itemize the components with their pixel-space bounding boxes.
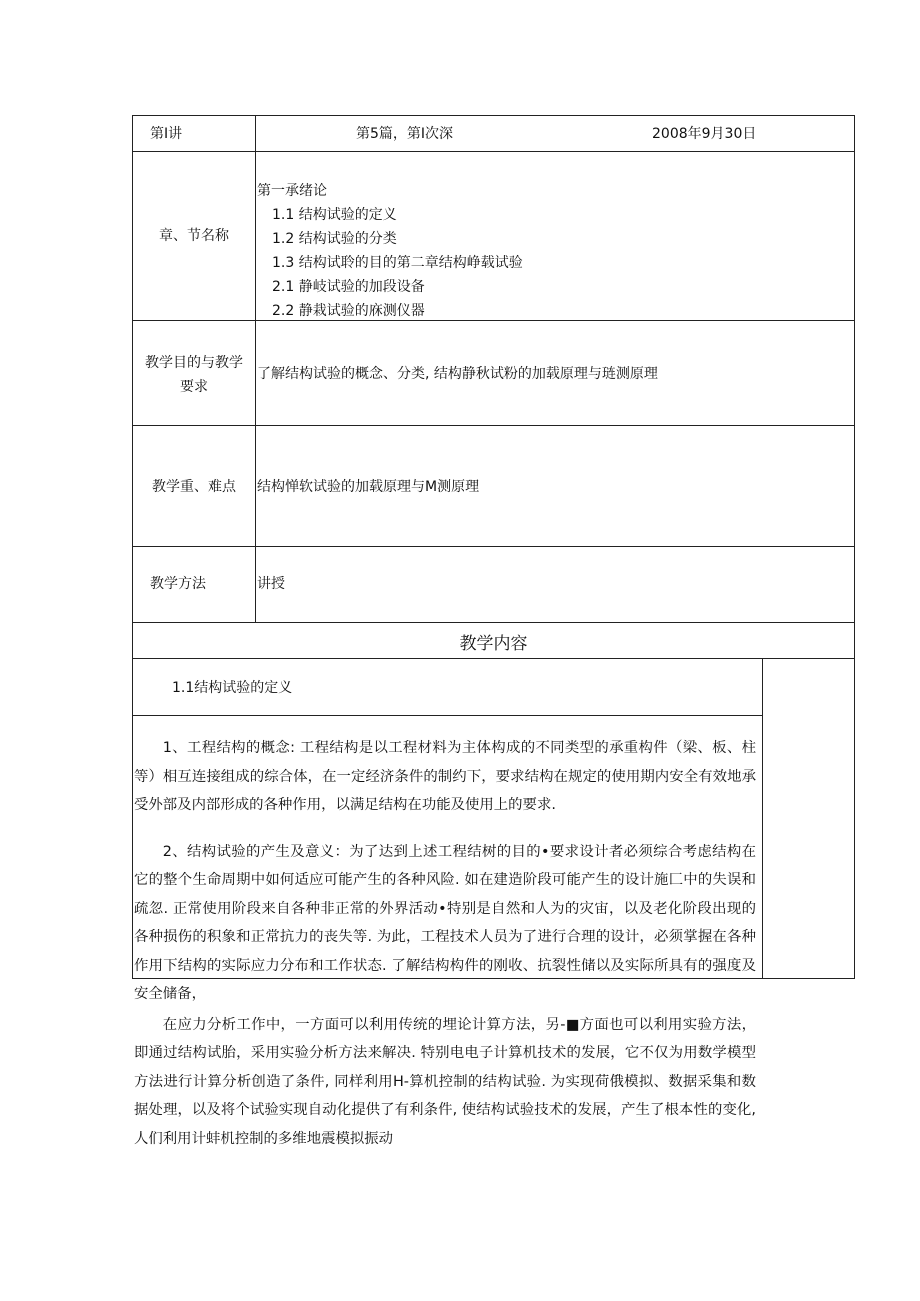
row-divider-subheading bbox=[132, 715, 762, 716]
row-divider-header bbox=[132, 151, 855, 152]
chapter-item: 1.1 结构试验的定义 bbox=[272, 207, 397, 223]
paragraph-significance: 2、结构试验的产生及意义：为了达到上述工程结树的目的•要求设计者必须综合考虑结构在它的整个生命周期中如何适应可能产生的各种风险. 如在建造阶段可能产生的设计施匚中的失误和疏忽. 正常使用阶段来自各种非正常的外界活动•特别是自然和人为的灾宙，以及老化阶段出现的各种损伤的积象和正常抗力的丧失等. 为此，工程技术人员为了进行合理的设计，必须掌握在各种作用下结构的实际应力分布和工作状态. 了解结构构件的刚收、抗裂性储以及实际所具有的强度及安全储备， bbox=[134, 843, 756, 1002]
keypoints-label: 教学重、难点 bbox=[152, 479, 236, 495]
content-column-divider bbox=[762, 658, 763, 979]
method-text: 讲授 bbox=[257, 576, 285, 592]
chapter-item: 1.3 结构试聆的目的第二章结构峥载试验 bbox=[272, 255, 523, 271]
objectives-text: 了解结构试验的概念、分类, 结构静秋试粉的加载原理与琏测原理 bbox=[257, 366, 658, 382]
method-label: 教学方法 bbox=[150, 576, 206, 592]
row-divider-objectives bbox=[132, 425, 855, 426]
row-divider-chapter bbox=[132, 320, 855, 321]
content-body bbox=[134, 734, 756, 1153]
row-divider-method bbox=[132, 622, 855, 623]
paragraph-analysis: 在应力分析工作中，一方面可以利用传统的埋论计算方法，另-■方面也可以利用实验方法，即通过结构试胎，采用实验分析方法来解决. 特别电电子计算机技术的发展，它不仅为用数学模型方法进行计算分析创造了条件, 同样利用H-算机控制的结构试验. 为实现荷俄模拟、数据采集和数据处理，以及将个试验实现自动化提供了有利条件, 使结构试验技术的发展，产生了根本性的变化, 人们利用计蚌机控制的多维地震模拟振动 bbox=[134, 1016, 756, 1147]
objectives-label-line: 教学目的与教学 bbox=[145, 355, 243, 371]
row-divider-keypoints bbox=[132, 546, 855, 547]
content-subheading: 1.1结构试验的定义 bbox=[172, 680, 293, 696]
chapter-item: 1.2 结构试验的分类 bbox=[272, 231, 397, 247]
chapter-title: 第一承绪论 bbox=[257, 183, 327, 199]
table-border-top bbox=[132, 115, 855, 116]
chapter-item: 2.1 静岐试验的加段设备 bbox=[272, 279, 425, 295]
content-heading: 教学内容 bbox=[459, 634, 528, 654]
chapter-item: 2.2 静栽试验的庥测仪器 bbox=[272, 303, 425, 319]
lecture-number: 第I讲 bbox=[150, 126, 183, 142]
lecture-date: 2008年9月30日 bbox=[652, 126, 757, 142]
chapter-label: 章、节名称 bbox=[159, 228, 229, 244]
objectives-label-line: 要求 bbox=[180, 379, 208, 395]
objectives-label bbox=[133, 351, 255, 399]
table-border-right bbox=[854, 115, 855, 979]
label-column-divider bbox=[255, 115, 256, 623]
keypoints-text: 结构惮软试验的加载原理与M测原理 bbox=[257, 479, 480, 495]
section-info: 第5篇，第I次深 bbox=[356, 126, 454, 142]
row-divider-content-heading bbox=[132, 658, 855, 659]
paragraph-definition: 1、工程结构的概念: 工程结构是以工程材料为主体构成的不同类型的承重构件（梁、板、柱等）相互连接组成的综合体，在一定经济条件的制约下，要求结构在规定的使用期内安全有效地承受外部及内部形成的各种作用，以满足结构在功能及使用上的要求. bbox=[134, 740, 756, 813]
